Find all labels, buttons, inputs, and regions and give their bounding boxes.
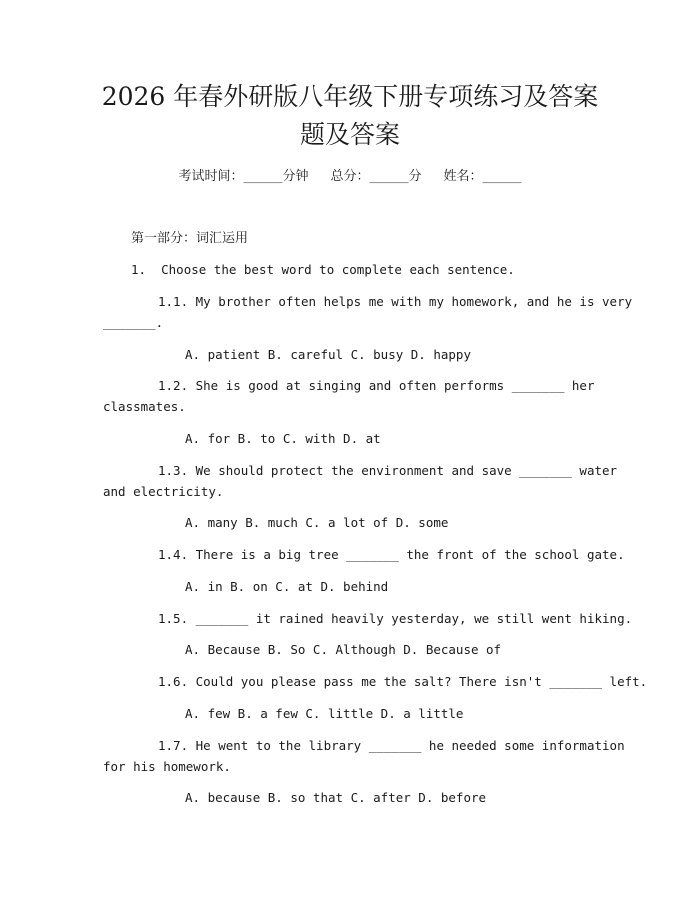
item-stem: 1.4. There is a big tree _______ the front of the school gate. bbox=[158, 547, 625, 562]
item-options: A. Because B. So C. Although D. Because of bbox=[185, 642, 502, 657]
item-stem-continued: and electricity. bbox=[103, 484, 224, 499]
score-blank: ______ bbox=[369, 169, 409, 184]
item-options: A. in B. on C. at D. behind bbox=[185, 579, 389, 594]
section-heading: 第一部分：词汇运用 bbox=[131, 231, 249, 246]
item-stem: 1.2. She is good at singing and often performs _______ her bbox=[158, 378, 595, 393]
item-options: A. patient B. careful C. busy D. happy bbox=[185, 347, 471, 362]
item-options: A. for B. to C. with D. at bbox=[185, 431, 381, 446]
score-unit: 分 bbox=[408, 169, 422, 184]
page-title-line-1: 2026 年春外研版八年级下册专项练习及答案 bbox=[101, 82, 599, 111]
item-options: A. because B. so that C. after D. before bbox=[185, 790, 487, 805]
item-stem: 1.1. My brother often helps me with my homework, and he is very bbox=[158, 294, 633, 309]
question-heading bbox=[131, 261, 515, 279]
item-stem: 1.5. _______ it rained heavily yesterday, we still went hiking. bbox=[158, 611, 633, 626]
item-options: A. few B. a few C. little D. a little bbox=[185, 706, 464, 721]
item-stem-continued: _______. bbox=[103, 315, 164, 330]
item-stem-continued: classmates. bbox=[103, 399, 186, 414]
item-stem: 1.7. He went to the library _______ he needed some information bbox=[158, 738, 625, 753]
question-number: 1. bbox=[131, 262, 147, 277]
exam-meta bbox=[0, 168, 700, 186]
item-stem-continued: for his homework. bbox=[103, 759, 231, 774]
page-title-line-2: 题及答案 bbox=[299, 120, 400, 149]
item-stem: 1.6. Could you please pass me the salt? There isn't _______ left. bbox=[158, 674, 648, 689]
item-stem: 1.3. We should protect the environment and save _______ water bbox=[158, 463, 618, 478]
name-label: 姓名： bbox=[443, 169, 483, 184]
name-blank: ______ bbox=[482, 169, 522, 184]
time-label: 考试时间： bbox=[178, 169, 244, 184]
question-text: Choose the best word to complete each sentence. bbox=[161, 262, 515, 277]
time-blank: ______ bbox=[243, 169, 283, 184]
item-options: A. many B. much C. a lot of D. some bbox=[185, 515, 449, 530]
time-unit: 分钟 bbox=[282, 169, 309, 184]
score-label: 总分： bbox=[330, 169, 370, 184]
